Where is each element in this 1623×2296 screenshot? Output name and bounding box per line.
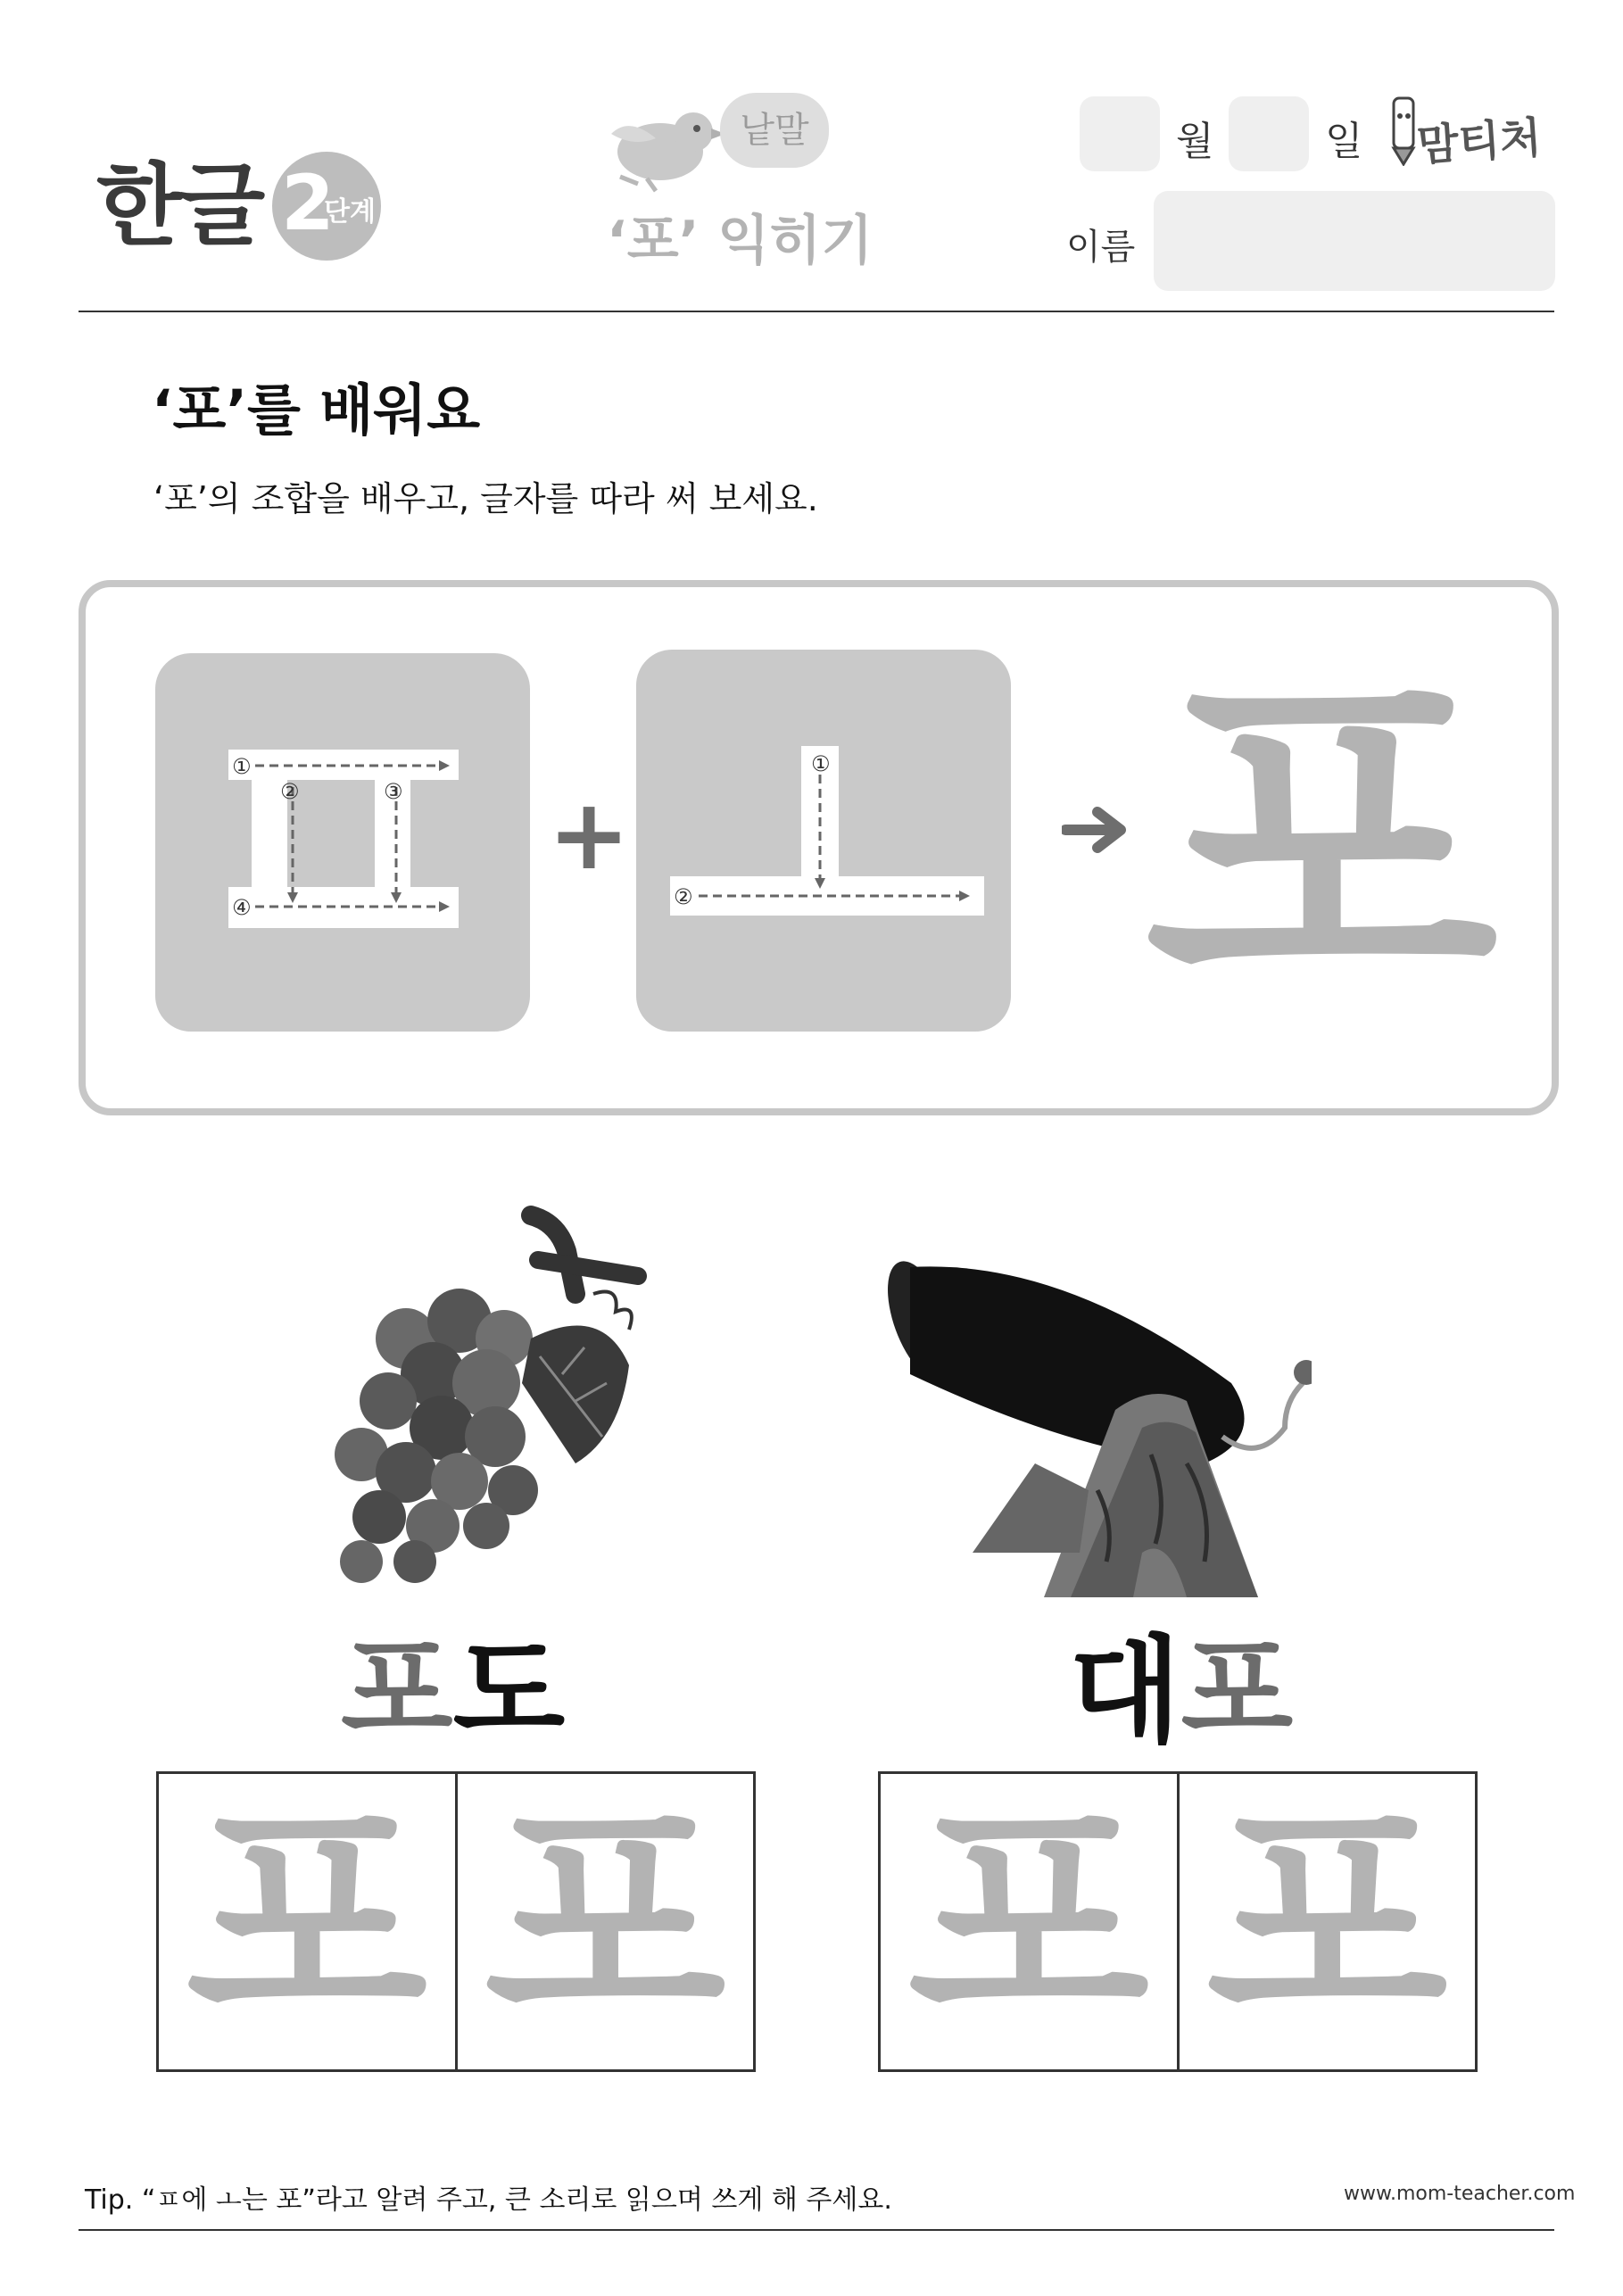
month-label: 월	[1176, 119, 1214, 164]
stroke-order-1: ①	[232, 754, 252, 779]
level-number: 2	[281, 159, 335, 248]
consonant-tile	[155, 653, 530, 1032]
stroke-order-1: ①	[811, 751, 831, 776]
name-input[interactable]	[1154, 191, 1555, 291]
word-syllable-traced: 포	[1180, 1623, 1294, 1759]
name-label: 이름	[1066, 227, 1136, 268]
instruction-text: ‘포’의 조합을 배우고, 글자를 따라 써 보세요.	[153, 479, 818, 518]
level-text: 단계	[324, 196, 376, 228]
tracing-cell[interactable]: 포	[186, 1776, 427, 2068]
vowel-o-glyph	[636, 650, 1011, 1032]
website-url: www.mom-teacher.com	[1344, 2183, 1576, 2205]
day-label: 일	[1325, 119, 1363, 164]
tracing-grid-1	[156, 1771, 756, 2072]
stroke-order-2: ②	[674, 884, 693, 909]
stroke-order-3: ③	[384, 779, 403, 804]
category-pill: 낱말	[720, 93, 829, 168]
brand-logo: 맘티처	[1415, 112, 1544, 171]
tip-text: Tip. “ㅍ에 ㅗ는 포”라고 알려 주고, 큰 소리로 읽으며 쓰게 해 주세요.	[85, 2184, 892, 2216]
tracing-grid-2	[878, 1771, 1478, 2072]
footer-divider	[79, 2229, 1554, 2231]
level-badge	[272, 152, 381, 261]
word-syllable-traced: 포	[341, 1623, 453, 1759]
grapes-icon	[308, 1205, 665, 1588]
word-podo	[341, 1623, 566, 1759]
pencil-mascot-icon	[1388, 95, 1419, 166]
word-daepo	[1069, 1623, 1294, 1759]
cannon-icon	[883, 1223, 1312, 1597]
section-title: ‘포’를 배워요	[152, 377, 481, 443]
plus-sign: +	[548, 777, 631, 891]
word-syllable: 대	[1069, 1623, 1181, 1759]
bird-icon	[593, 98, 727, 196]
tracing-cell[interactable]: 포	[907, 1776, 1149, 2068]
stroke-order-4: ④	[232, 895, 252, 920]
arrow-right-icon	[1062, 803, 1133, 857]
day-input[interactable]	[1229, 96, 1309, 171]
tracing-cell[interactable]: 포	[455, 1774, 754, 2069]
result-syllable: 포	[1145, 632, 1499, 1058]
stroke-order-2: ②	[280, 779, 300, 804]
brand-title: 한글	[96, 153, 262, 258]
page-subtitle: ‘포’ 익히기	[607, 210, 874, 272]
consonant-pieup-glyph	[155, 653, 530, 1032]
tracing-cell[interactable]: 포	[1177, 1774, 1476, 2069]
month-input[interactable]	[1080, 96, 1160, 171]
vowel-tile	[636, 650, 1011, 1032]
header-divider	[79, 311, 1554, 312]
word-syllable: 도	[452, 1623, 566, 1759]
